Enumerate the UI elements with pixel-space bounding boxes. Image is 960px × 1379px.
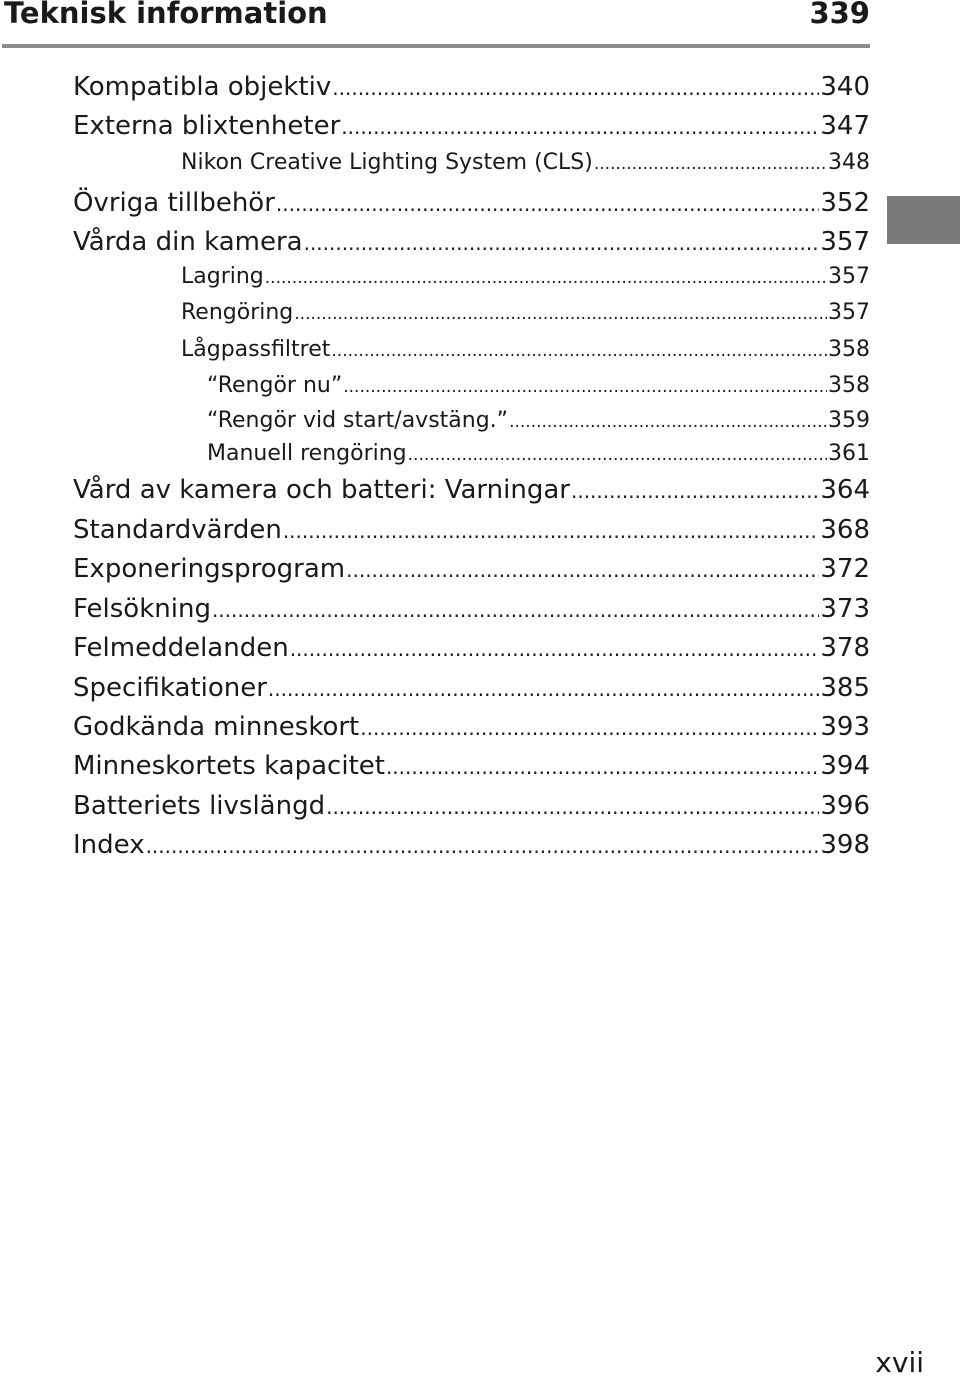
toc-dot-leader <box>326 791 819 821</box>
header-page-number: 339 <box>809 0 870 30</box>
toc-entry[interactable] <box>73 72 870 108</box>
toc-dot-leader <box>332 72 819 102</box>
toc-entry[interactable] <box>73 673 870 709</box>
toc-dot-leader <box>283 515 820 545</box>
toc-entry-page: 378 <box>820 633 870 663</box>
toc-entry-label: Vårda din kamera <box>73 227 303 257</box>
chapter-tab-marker <box>887 196 960 244</box>
page-header <box>0 0 870 40</box>
toc-entry-label: Index <box>73 830 145 860</box>
toc-entry[interactable] <box>181 337 870 367</box>
toc-entry-page: 364 <box>820 475 870 505</box>
toc-entry-label: Standardvärden <box>73 515 282 545</box>
toc-entry-label: Rengöring <box>181 300 294 325</box>
toc-entry-page: 398 <box>820 830 870 860</box>
toc-entry[interactable] <box>207 373 870 403</box>
toc-entry-label: Lågpassfiltret <box>181 337 331 362</box>
toc-entry-page: 358 <box>828 373 870 398</box>
toc-dot-leader <box>571 475 819 505</box>
toc-entry[interactable] <box>73 791 870 827</box>
toc-entry-label: Minneskortets kapacitet <box>73 751 385 781</box>
toc-entry-page: 394 <box>820 751 870 781</box>
toc-entry[interactable] <box>73 751 870 787</box>
toc-entry-label: Felsökning <box>73 594 211 624</box>
toc-dot-leader <box>408 441 827 466</box>
toc-dot-leader <box>341 111 819 141</box>
toc-entry-page: 396 <box>820 791 870 821</box>
toc-dot-leader <box>360 712 819 742</box>
toc-entry[interactable] <box>73 188 870 224</box>
toc-dot-leader <box>290 633 820 663</box>
toc-entry[interactable] <box>73 475 870 511</box>
toc-dot-leader <box>294 300 827 325</box>
toc-entry-page: 359 <box>828 408 870 433</box>
toc-entry-page: 357 <box>820 227 870 257</box>
toc-dot-leader <box>509 408 827 433</box>
toc-entry-page: 348 <box>828 150 870 175</box>
footer-page-number: xvii <box>875 1346 924 1379</box>
toc-dot-leader <box>304 227 820 257</box>
toc-entry-page: 352 <box>820 188 870 218</box>
toc-entry[interactable] <box>73 712 870 748</box>
toc-entry-page: 368 <box>820 515 870 545</box>
toc-entry-label: Exponeringsprogram <box>73 554 346 584</box>
toc-entry[interactable] <box>181 264 870 294</box>
toc-entry[interactable] <box>73 515 870 551</box>
toc-entry[interactable] <box>73 227 870 263</box>
toc-entry[interactable] <box>73 111 870 147</box>
toc-entry-label: Batteriets livslängd <box>73 791 326 821</box>
toc-dot-leader <box>212 594 819 624</box>
toc-entry-label: Övriga tillbehör <box>73 188 275 218</box>
toc-dot-leader <box>346 554 819 584</box>
toc-entry-page: 393 <box>820 712 870 742</box>
toc-entry-page: 385 <box>820 673 870 703</box>
toc-entry-label: Felmeddelanden <box>73 633 289 663</box>
toc-entry[interactable] <box>73 594 870 630</box>
section-title: Teknisk information <box>4 0 328 30</box>
toc-entry[interactable] <box>73 633 870 669</box>
toc-entry-page: 358 <box>828 337 870 362</box>
toc-entry-label: Nikon Creative Lighting System (CLS) <box>181 150 593 175</box>
toc-entry[interactable] <box>73 830 870 866</box>
toc-entry-label: Externa blixtenheter <box>73 111 341 141</box>
toc-entry-page: 357 <box>828 264 870 289</box>
toc-dot-leader <box>146 830 820 860</box>
toc-dot-leader <box>331 337 827 362</box>
toc-entry-page: 373 <box>820 594 870 624</box>
toc-entry-page: 372 <box>820 554 870 584</box>
toc-entry-label: Manuell rengöring <box>207 441 407 466</box>
toc-entry-page: 347 <box>820 111 870 141</box>
toc-entry-label: Lagring <box>181 264 264 289</box>
toc-entry-label: “Rengör nu” <box>207 373 343 398</box>
toc-entry-label: “Rengör vid start/avstäng.” <box>207 408 509 433</box>
toc-dot-leader <box>268 673 819 703</box>
toc-entry[interactable] <box>181 150 870 180</box>
toc-entry-label: Godkända minneskort <box>73 712 360 742</box>
toc-entry-label: Vård av kamera och batteri: Varningar <box>73 475 570 505</box>
toc-entry[interactable] <box>207 441 870 471</box>
toc-entry-page: 340 <box>820 72 870 102</box>
toc-entry-label: Specifikationer <box>73 673 267 703</box>
toc-entry[interactable] <box>181 300 870 330</box>
toc-entry-page: 361 <box>828 441 870 466</box>
toc-dot-leader <box>276 188 819 218</box>
toc-dot-leader <box>265 264 827 289</box>
toc-entry-label: Kompatibla objektiv <box>73 72 332 102</box>
toc-entry[interactable] <box>207 408 870 438</box>
toc-entry[interactable] <box>73 554 870 590</box>
toc-dot-leader <box>343 373 827 398</box>
header-divider <box>2 44 870 48</box>
toc-entry-page: 357 <box>828 300 870 325</box>
toc-dot-leader <box>594 150 827 175</box>
toc-dot-leader <box>386 751 819 781</box>
